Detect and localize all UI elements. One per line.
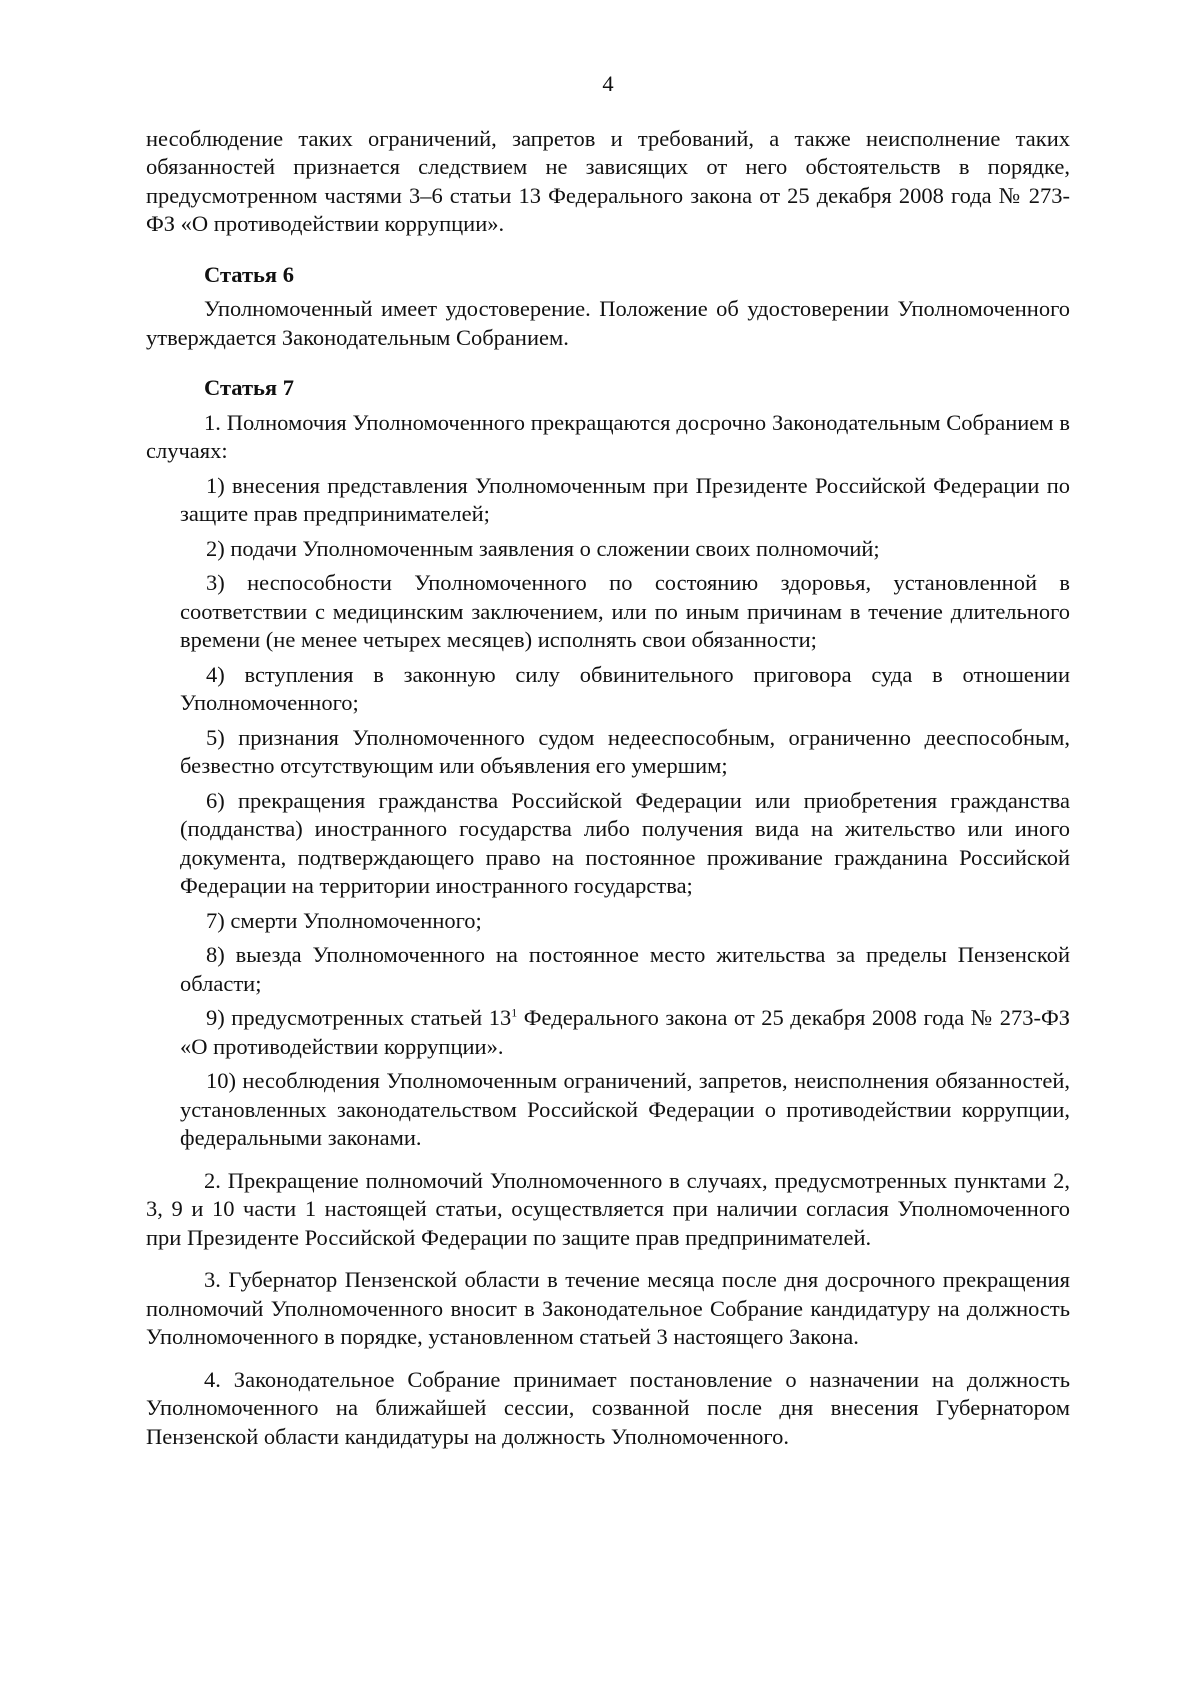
page-number: 4 <box>602 71 614 96</box>
item-9-superscript: 1 <box>511 1005 518 1020</box>
list-item: 1) внесения представления Уполномоченным при Президенте Российской Федерации по защите прав предпринимателей; <box>180 472 1070 526</box>
article-7-part-4: 4. Законодательное Собрание принимает постановление о назначении на должность Уполномоченного на ближайшей сессии, созванной после дня внесения Губернатором Пензенской области кандидатуры на должность Уполномоченного. <box>146 1366 1070 1449</box>
article-7-part-2: 2. Прекращение полномочий Уполномоченного в случаях, предусмотренных пунктами 2, 3, 9 и 10 части 1 настоящей статьи, осуществляется при наличии согласия Уполномоченного при Президенте Российской Федерации по защите прав предпринимателей. <box>146 1167 1070 1250</box>
list-item: 4) вступления в законную силу обвинительного приговора суда в отношении Уполномоченного; <box>180 661 1070 715</box>
article-6-text: Уполномоченный имеет удостоверение. Положение об удостоверении Уполномоченного утверждается Законодательным Собранием. <box>146 296 1070 350</box>
document-page <box>146 70 1070 1451</box>
article-7-part-3: 3. Губернатор Пензенской области в течение месяца после дня досрочного прекращения полномочий Уполномоченного вносит в Законодательное Собрание кандидатуру на должность Уполномоченного в порядке, установленном статьей 3 настоящего Закона. <box>146 1267 1070 1349</box>
list-item-10: 10) несоблюдения Уполномоченным ограничений, запретов, неисполнения обязанностей, установленных законодательством Российской Федерации о противодействии коррупции, федеральными законами. <box>180 1068 1070 1150</box>
article-7-part-1-intro: 1. Полномочия Уполномоченного прекращаются досрочно Законодательным Собранием в случаях: <box>146 409 1070 463</box>
list-item: 2) подачи Уполномоченным заявления о сложении своих полномочий; <box>206 535 880 561</box>
article-6-title: Статья 6 <box>204 261 294 287</box>
list-item: 8) выезда Уполномоченного на постоянное место жительства за пределы Пензенской области; <box>180 942 1070 996</box>
item-9-text-end: Федерального закона от 25 декабря 2008 года № 273-ФЗ «О противодействии коррупции». <box>180 1005 1071 1059</box>
list-item-9 <box>146 1004 1070 1061</box>
item-9-text-start: 9) предусмотренных статьей 13 <box>206 1005 512 1030</box>
article-7-title: Статья 7 <box>204 375 294 400</box>
list-item: 7) смерти Уполномоченного; <box>206 907 482 933</box>
continuation-paragraph: несоблюдение таких ограничений, запретов и требований, а также неисполнение таких обязанностей признается следствием не зависящих от него обстоятельств в порядке, предусмотренном частями 3–6 статьи 13 Федерального закона от 25 декабря 2008 года № 273-ФЗ «О противодействии коррупции». <box>146 125 1070 236</box>
list-item: 6) прекращения гражданства Российской Федерации или приобретения гражданства (подданства) иностранного государства либо получения вида на жительство или иного документа, подтверждающего право на постоянное проживание гражданина Российской Федерации на территории иностранного государства; <box>180 787 1070 898</box>
list-item: 3) неспособности Уполномоченного по состоянию здоровья, установленной в соответствии с медицинским заключением, или по иным причинам в течение длительного времени (не менее четырех месяцев) исполнять свои обязанности; <box>180 570 1070 652</box>
list-item: 5) признания Уполномоченного судом недееспособным, ограниченно дееспособным, безвестно отсутствующим или объявления его умершим; <box>180 724 1070 778</box>
